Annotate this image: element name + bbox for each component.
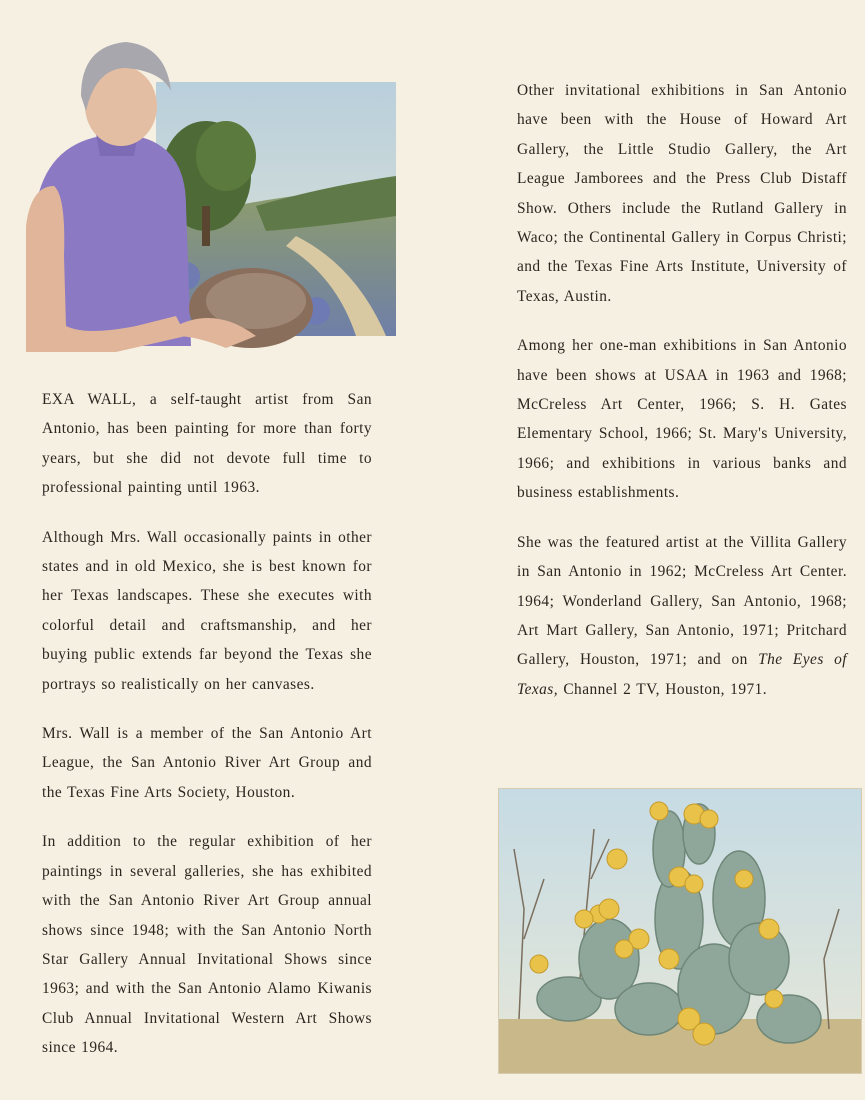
tv-show-title: The Eyes of Texas,: [517, 651, 847, 698]
artist-portrait-photo: [26, 36, 396, 352]
paragraph-landscapes: Although Mrs. Wall occasionally paints in other states and in old Mexico, she is best known for her Texas landscapes. These she executes with colorful detail and craftsmanship, and her buying public extends far beyond the Texas she portrays so realistically on her canvases.: [42, 528, 372, 693]
paragraph-intro: EXA WALL, a self-taught artist from San Antonio, has been painting for more than forty years, but she did not devote full time to professional painting until 1963.: [42, 391, 372, 497]
left-column: [42, 385, 372, 1083]
featured-text-start: She was the featured artist at the Villita Gallery in San Antonio in 1962; McCreless Art Center. 1964; Wonderland Gallery, San Antonio, 1968; Art Mart Gallery, San Antonio, 1971; Pritchard Gallery, Houston, 1971; and on: [517, 533, 847, 669]
paragraph-group-shows: In addition to the regular exhibition of her paintings in several galleries, she has exhibited with the San Antonio River Art Group annual shows since 1948; with the San Antonio North Star Gallery Annual Invitational Shows since 1963; and with the San Antonio Alamo Kiwanis Club Annual Invitational Western Art Shows since 1964.: [42, 833, 372, 1057]
paragraph-invitationals: Other invitational exhibitions in San Antonio have been with the House of Howard Art Gallery, the Little Studio Gallery, the Art League Jamborees and the Press Club Distaff Show. Others include the Rutland Gallery in Waco; the Continental Gallery in Corpus Christi; and the Texas Fine Arts Institute, University of Texas, Austin.: [517, 82, 847, 305]
paragraph-memberships: Mrs. Wall is a member of the San Antonio Art League, the San Antonio River Art Group and the Texas Fine Arts Society, Houston.: [42, 725, 372, 801]
featured-text-end: Channel 2 TV, Houston, 1971.: [558, 680, 768, 698]
right-column: [517, 76, 847, 724]
cactus-painting-image: [498, 788, 862, 1074]
paragraph-featured-artist: [517, 528, 847, 704]
paragraph-one-man-exhibitions: Among her one-man exhibitions in San Antonio have been shows at USAA in 1963 and 1968; McCreless Art Center, 1966; S. H. Gates Elementary School, 1966; St. Mary's University, 1966; and exhibitions in various banks and business establishments.: [517, 337, 847, 502]
